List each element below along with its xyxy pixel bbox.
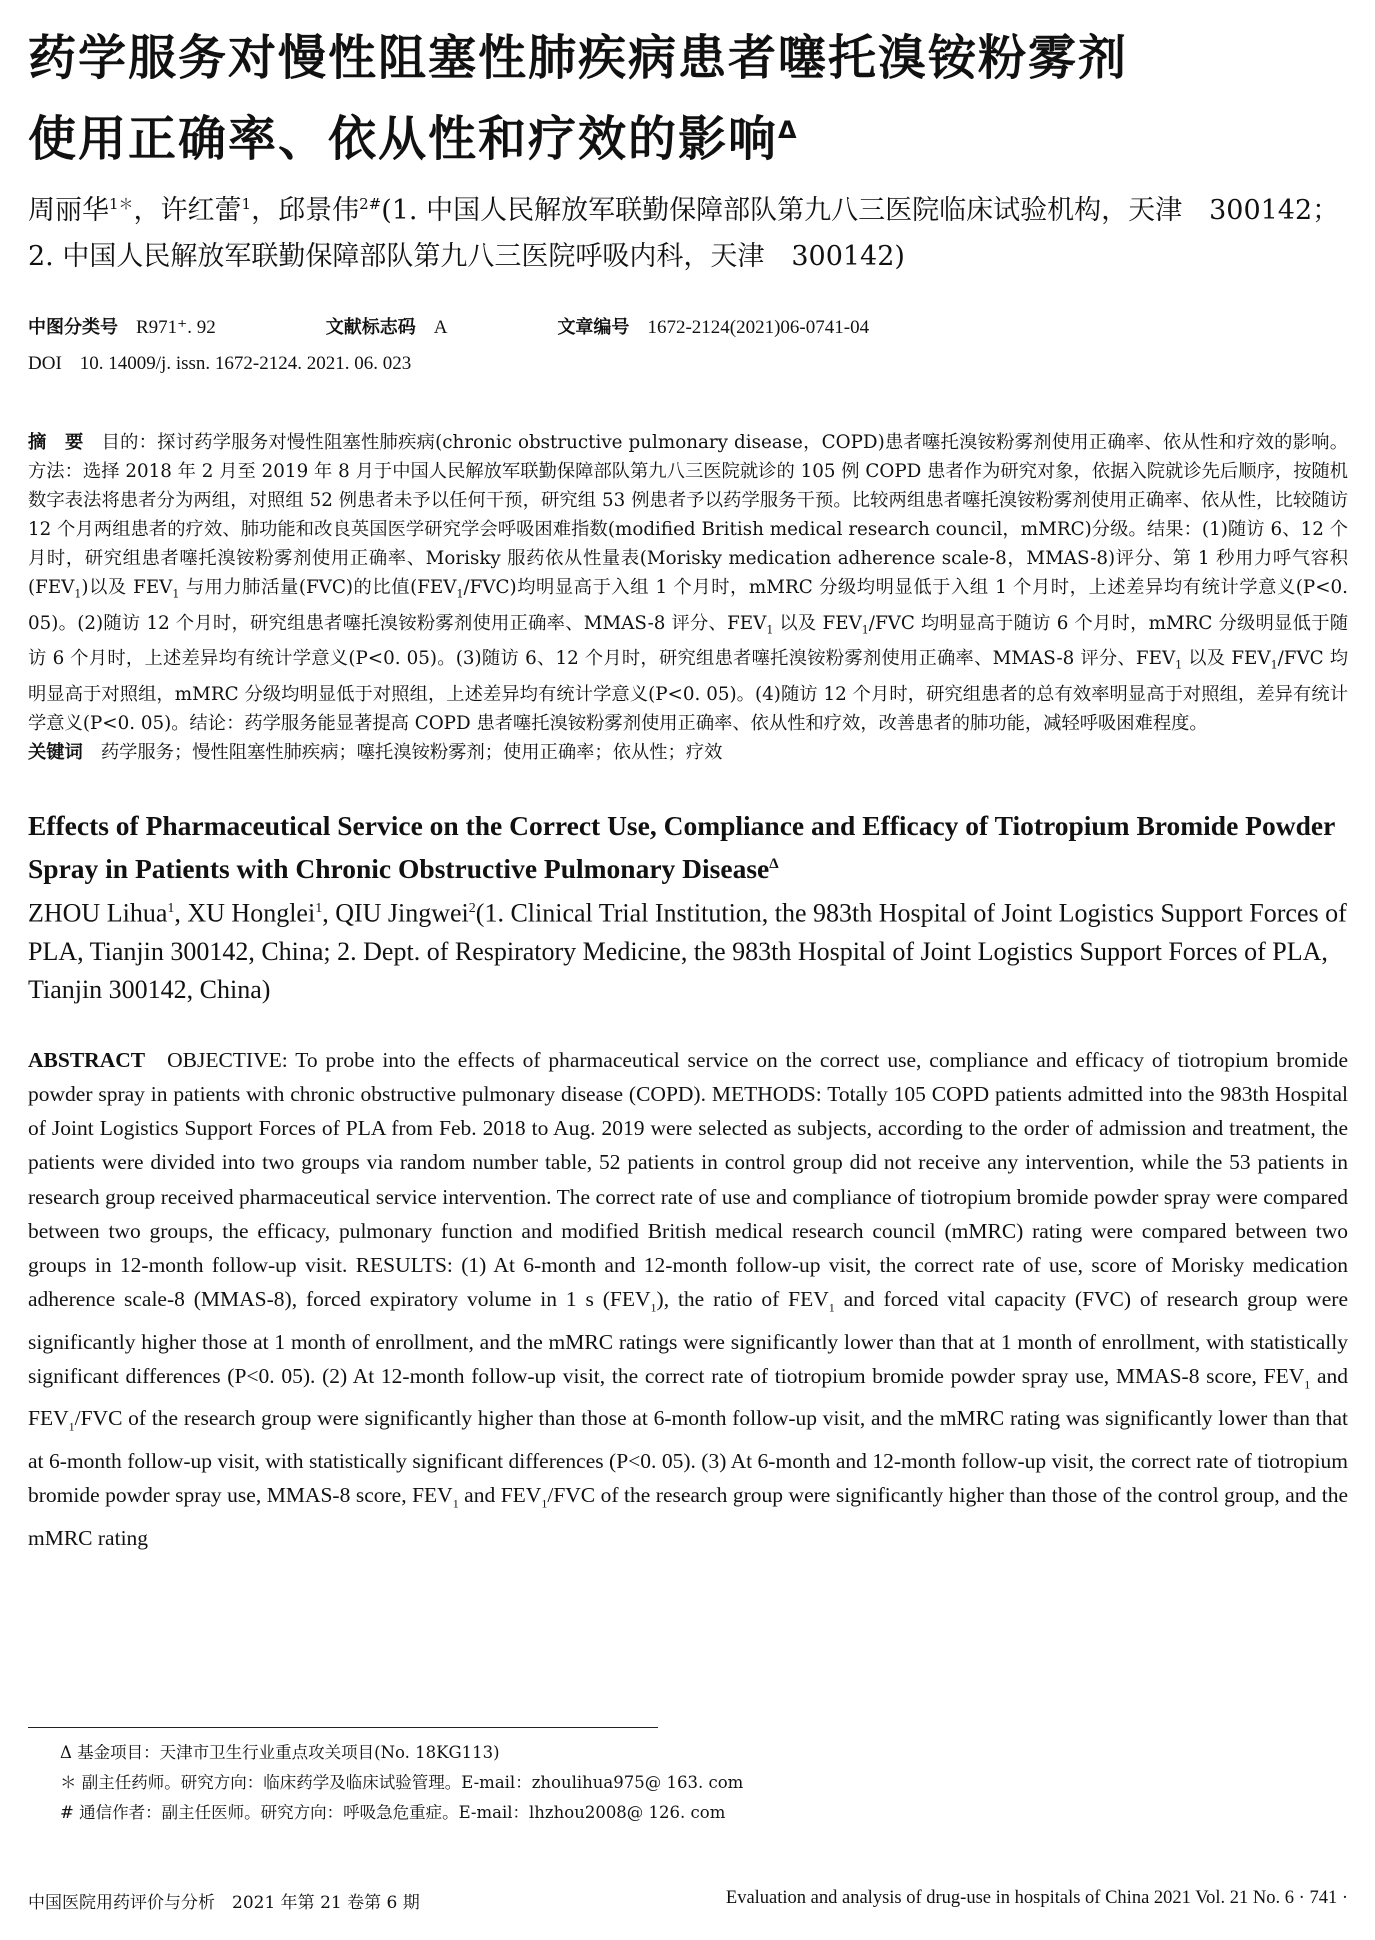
author-en-1: ZHOU Lihua: [28, 898, 168, 928]
article-page: [28, 22, 1348, 1555]
author-cn-3-sup: 2#: [359, 195, 382, 213]
clc-label: 中图分类号: [28, 317, 118, 338]
abstract-en-text-7: /FVC of the research group were significantly higher than those of the control group, and the mMRC rating: [28, 1483, 1348, 1550]
keywords-cn-label: 关键词: [28, 741, 83, 763]
article-meta: [28, 310, 1348, 382]
abstract-cn-text-3: 与用力肺活量(FVC)的比值(FEV: [179, 577, 457, 598]
footer-journal-en: Evaluation and analysis of drug-use in hospitals of China 2021 Vol. 21 No. 6 · 741 ·: [725, 1888, 1348, 1908]
footnotes: [60, 1738, 743, 1828]
abstract-cn: [28, 428, 1348, 738]
author-cn-1-sup: 1＊: [109, 195, 134, 213]
footnote-corresponding-author: # 通信作者：副主任医师。研究方向：呼吸急危重症。E-mail：lhzhou2008@ 126. com: [60, 1803, 726, 1822]
en-sub-5: 1: [452, 1496, 459, 1511]
author-cn-2-sup: 1: [241, 195, 252, 213]
footnote-first-author: ＊ 副主任药师。研究方向：临床药学及临床试验管理。E-mail：zhoulihua975@ 163. com: [60, 1773, 744, 1792]
doc-code-label: 文献标志码: [325, 317, 416, 338]
title-en: [28, 807, 1348, 888]
affiliation-cn-2: 2. 中国人民解放军联勤保障部队第九八三医院呼吸内科，天津 300142): [28, 241, 905, 272]
author-cn-3: ，邱景伟: [251, 195, 360, 226]
title-en-fund-mark: Δ: [769, 855, 779, 872]
abstract-cn-text-5: 以及 FEV: [773, 612, 862, 634]
abstract-cn-text-8: /FVC 均明显高于对照组，mMRC 分级均明显低于对照组，上述差异均有统计学意义(P<0. 05)。(4)随访 12 个月时，研究组患者的总有效率明显高于对照组，差异有统计学意义(P<0. 05)。结论：药学服务能显著提高 COPD 患者噻托溴铵粉雾剂使用正确率、依从性和疗效，改善患者的肺功能，减轻呼吸困难程度。: [28, 648, 1348, 734]
sub-5: 1: [861, 623, 869, 637]
author-cn-1: 周丽华: [28, 195, 109, 226]
author-en-3-sup: 2: [468, 901, 476, 917]
author-en-3: , QIU Jingwei: [322, 898, 469, 928]
footer-journal-cn: 中国医院用药评价与分析 2021 年第 21 卷第 6 期: [28, 1893, 420, 1913]
abstract-cn-text-6: /FVC 均明显高于随访 6 个月时，mMRC 分级明显低于随访 6 个月时，上述差异均有统计学意义(P<0. 05)。(3)随访 6、12 个月时，研究组患者噻托溴铵粉雾剂使用正确率、MMAS-8 评分、FEV: [28, 612, 1349, 670]
abstract-cn-text-7: 以及 FEV: [1182, 648, 1271, 670]
doc-code-value: A: [433, 317, 448, 338]
sub-6: 1: [1175, 658, 1183, 672]
abstract-cn-label: 摘 要: [28, 432, 84, 453]
authors-en: [28, 890, 1348, 1009]
en-sub-2: 1: [828, 1300, 835, 1315]
sub-3: 1: [456, 587, 464, 601]
en-sub-6: 1: [541, 1496, 548, 1511]
author-cn-2: ，许红蕾: [133, 195, 242, 226]
author-en-2: , XU Honglei: [174, 898, 316, 928]
affiliation-en: (1. Clinical Trial Institution, the 983th Hospital of Joint Logistics Support Forces of PLA, Tianjin 300142, China; 2. Dept. of Respiratory Medicine, the 983th Hospital of Joint Logistics Support Forces of PLA, Tianjin 300142, China): [28, 898, 1347, 1004]
abstract-en: [28, 1043, 1348, 1555]
doi-value: 10. 14009/j. issn. 1672-2124. 2021. 06. 023: [79, 353, 412, 374]
page-footer: [28, 1888, 1348, 1913]
sub-2: 1: [172, 587, 180, 601]
title-cn-line2: 使用正确率、依从性和疗效的影响: [28, 111, 779, 167]
abstract-cn-text-1: 目的：探讨药学服务对慢性阻塞性肺疾病(chronic obstructive pulmonary disease，COPD)患者噻托溴铵粉雾剂使用正确率、依从性和疗效的影响。方法：选择 2018 年 2 月至 2019 年 8 月于中国人民解放军联勤保障部队第九八三医院就诊的 105 例 COPD 患者作为研究对象，依据入院就诊先后顺序，按随机数字表法将患者分为两组，对照组 52 例患者未予以任何干预，研究组 53 例患者予以药学服务干预。比较两组患者噻托溴铵粉雾剂使用正确率、依从性，比较随访 12 个月两组患者的疗效、肺功能和改良英国医学研究学会呼吸困难指数(modified British medical research council，mMRC)分级。结果：(1)随访 6、12 个月时，研究组患者噻托溴铵粉雾剂使用正确率、Morisky 服药依从性量表(Morisky medication adherence scale-8，MMAS-8)评分、第 1 秒用力呼气容积(FEV: [28, 432, 1348, 598]
authors-cn: [28, 181, 1348, 280]
abstract-cn-text-4: /FVC)均明显高于入组 1 个月时，mMRC 分级均明显低于入组 1 个月时，上述差异均有统计学意义(P<0. 05)。(2)随访 12 个月时，研究组患者噻托溴铵粉雾剂使用正确率、MMAS-8 评分、FEV: [28, 577, 1348, 634]
affiliation-cn-1: (1. 中国人民解放军联勤保障部队第九八三医院临床试验机构，天津 300142；: [381, 195, 1340, 226]
author-en-1-sup: 1: [167, 901, 175, 917]
title-en-text: Effects of Pharmaceutical Service on the Correct Use, Compliance and Efficacy of Tiotropium Bromide Powder Spray in Patients with Chronic Obstructive Pulmonary Disease: [28, 809, 1335, 885]
article-number-value: 1672-2124(2021)06-0741-04: [647, 317, 870, 338]
meta-row-1: [28, 310, 1348, 346]
clc-value: R971⁺. 92: [136, 317, 216, 338]
abstract-en-text-3: and forced vital capacity (FVC) of research group were significantly higher those at 1 month of enrollment, and the mMRC ratings were significantly lower than that at 1 month of enrollment, with statistically significant differences (P<0. 05). (2) At 12-month follow-up visit, the correct rate of tiotropium bromide powder spray use, MMAS-8 score, FEV: [28, 1287, 1348, 1388]
sub-4: 1: [766, 623, 774, 637]
keywords-cn: [28, 738, 1348, 767]
abstract-cn-text-2: )以及 FEV: [81, 577, 173, 598]
article-number-label: 文章编号: [557, 317, 630, 338]
doi-label: DOI: [28, 353, 62, 374]
footnote-divider: [28, 1727, 658, 1728]
abstract-en-text-1: OBJECTIVE: To probe into the effects of pharmaceutical service on the correct use, compliance and efficacy of tiotropium bromide powder spray in patients with chronic obstructive pulmonary disease (COPD). METHODS: Totally 105 COPD patients admitted into the 983th Hospital of Joint Logistics Support Forces of PLA from Feb. 2018 to Aug. 2019 were selected as subjects, according to the order of admission and treatment, the patients were divided into two groups via random number table, 52 patients in control group did not receive any intervention, while the 53 patients in research group received pharmaceutical service intervention. The correct rate of use and compliance of tiotropium bromide powder spray were compared between two groups, the efficacy, pulmonary function and modified British medical research council (mMRC) rating were compared between two groups in 12-month follow-up visit. RESULTS: (1) At 6-month and 12-month follow-up visit, the correct rate of use, score of Morisky medication adherence scale-8 (MMAS-8), forced expiratory volume in 1 s (FEV: [28, 1047, 1348, 1312]
abstract-en-text-5: /FVC of the research group were significantly higher than those at 6-month follow-up visit, and the mMRC rating was significantly lower than that at 6-month follow-up visit, with statistically significant differences (P<0. 05). (3) At 6-month and 12-month follow-up visit, the correct rate of tiotropium bromide powder spray use, MMAS-8 score, FEV: [28, 1406, 1348, 1508]
sub-7: 1: [1270, 658, 1278, 672]
abstract-en-text-2: ), the ratio of FEV: [656, 1287, 829, 1312]
footnote-fund: Δ 基金项目：天津市卫生行业重点攻关项目(No. 18KG113): [60, 1743, 500, 1762]
title-cn: [28, 22, 1348, 175]
en-sub-3: 1: [1304, 1377, 1311, 1392]
abstract-en-text-6: and FEV: [458, 1483, 542, 1508]
meta-row-2: [28, 346, 1348, 382]
en-sub-1: 1: [650, 1300, 657, 1315]
abstract-en-label: ABSTRACT: [28, 1047, 146, 1072]
title-cn-fund-mark: Δ: [778, 116, 799, 144]
author-en-2-sup: 1: [315, 901, 323, 917]
keywords-cn-text: 药学服务；慢性阻塞性肺疾病；噻托溴铵粉雾剂；使用正确率；依从性；疗效: [100, 741, 723, 763]
title-cn-line1: 药学服务对慢性阻塞性肺疾病患者噻托溴铵粉雾剂: [28, 30, 1129, 86]
en-sub-4: 1: [68, 1419, 75, 1434]
abstract-en-text-4: and FEV: [28, 1363, 1349, 1431]
sub-1: 1: [74, 587, 82, 601]
